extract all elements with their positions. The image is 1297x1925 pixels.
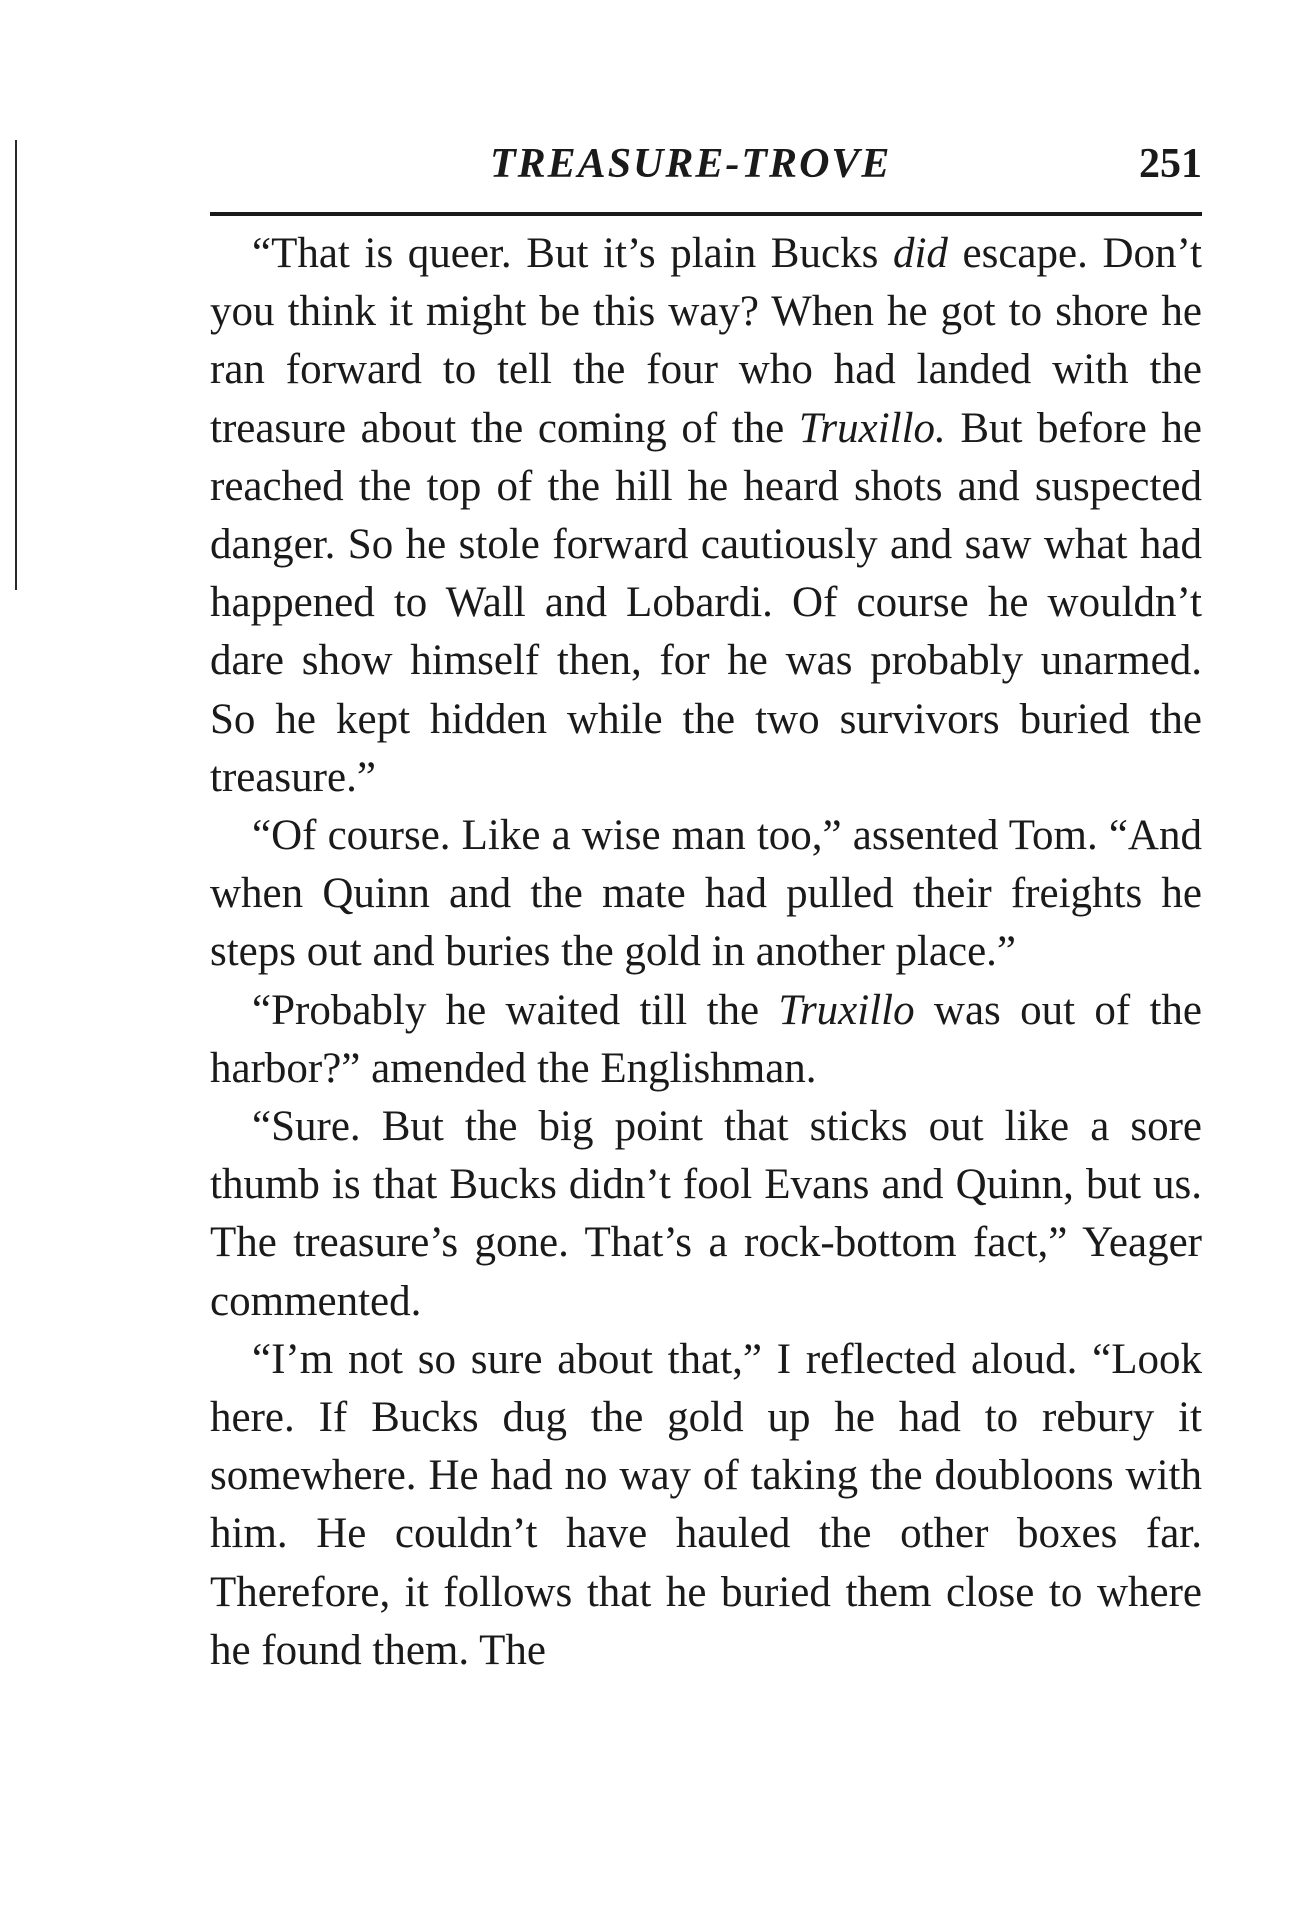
page-number: 251 xyxy=(1139,141,1202,187)
paragraph: “Sure. But the big point that sticks out like a sore thumb is that Bucks didn’t fool Evans and Quinn, but us. The treasure’s gone. That’s a rock-bottom fact,” Yeager commented. xyxy=(210,1103,1202,1325)
paragraph: “I’m not so sure about that,” I reflected aloud. “Look here. If Bucks dug the gold up he had to rebury it somewhere. He had no way of taking the doubloons with him. He couldn’t have hauled the other boxes far. Therefore, it follows that he buried them close to where he found them. The xyxy=(210,1335,1202,1674)
scan-edge-line xyxy=(15,140,17,590)
paragraph: “Of course. Like a wise man too,” assented Tom. “And when Quinn and the mate had pulled their freights he steps out and buries the gold in another place.” xyxy=(210,812,1202,976)
header-rule xyxy=(210,212,1202,216)
paragraph: “That is queer. But it’s plain Bucks did escape. Don’t you think it might be this way? When he got to shore he ran forward to tell the four who had landed with the treasure about the coming of the Truxillo. But before he reached the top of the hill he heard shots and suspected danger. So he stole forward cautiously and saw what had happened to Wall and Lobardi. Of course he wouldn’t dare show himself then, for he was probably unarmed. So he kept hidden while the two survivors buried the treasure.” xyxy=(210,230,1202,801)
running-head: TREASURE-TROVE xyxy=(490,141,892,187)
body-text xyxy=(210,225,1202,1680)
paragraph: “Probably he waited till the Truxillo was out of the harbor?” amended the Englishman. xyxy=(210,986,1203,1092)
page-header xyxy=(210,140,1202,200)
